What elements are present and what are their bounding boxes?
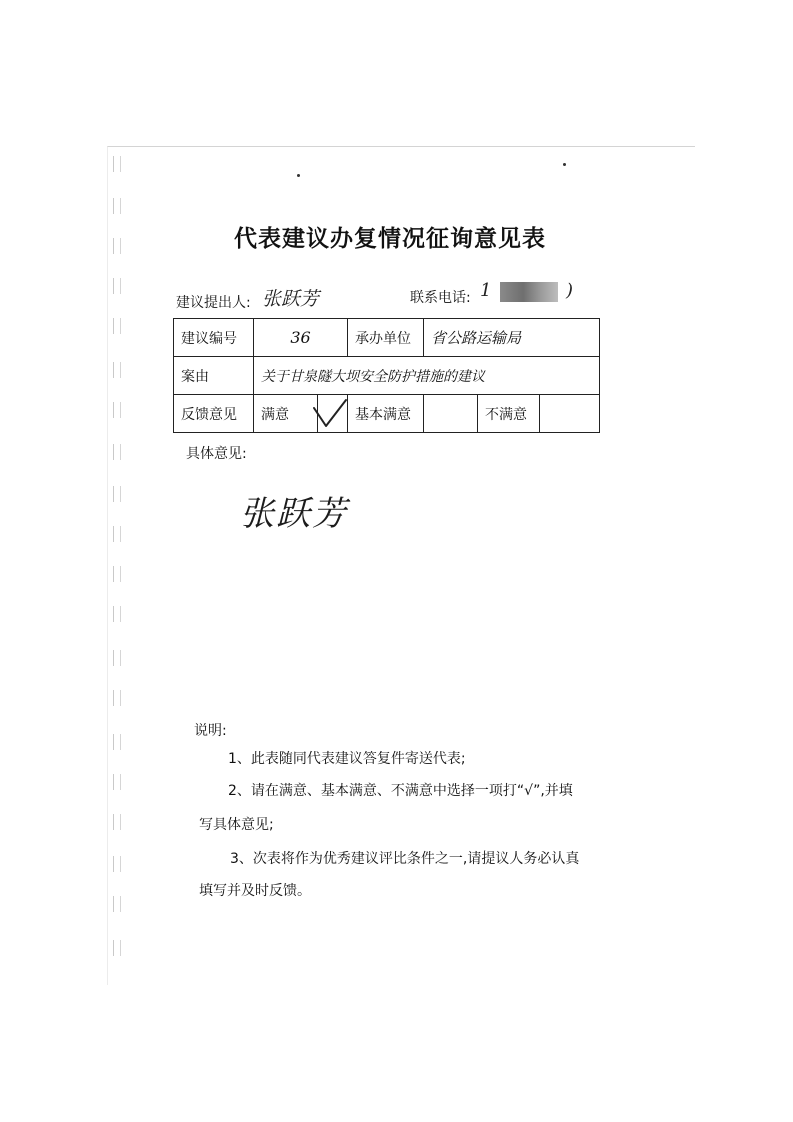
note-item-1: 1、此表随同代表建议答复件寄送代表;	[228, 751, 466, 767]
binding-edge-marks	[113, 150, 127, 980]
case-value: 关于甘泉隧大坝安全防护措施的建议	[254, 357, 600, 395]
redacted-phone-number	[500, 282, 558, 302]
satisfied-label: 满意	[254, 395, 318, 433]
basic-satisfied-label: 基本满意	[348, 395, 424, 433]
case-label: 案由	[174, 357, 254, 395]
unsatisfied-label: 不满意	[478, 395, 540, 433]
form-row-feedback	[174, 395, 600, 433]
form-row-number	[174, 319, 600, 357]
note-item-2a: 2、请在满意、基本满意、不满意中选择一项打“√”,并填	[228, 783, 573, 799]
phone-suffix: )	[566, 280, 574, 301]
proposer-name: 张跃芳	[262, 288, 320, 310]
unit-value: 省公路运输局	[424, 319, 600, 357]
proposer-label: 建议提出人:	[176, 295, 251, 311]
phone-label: 联系电话:	[410, 290, 471, 306]
basic-satisfied-checkbox-cell[interactable]	[424, 395, 478, 433]
number-label: 建议编号	[174, 319, 254, 357]
number-value: 36	[254, 319, 348, 357]
feedback-label: 反馈意见	[174, 395, 254, 433]
signature-text: 张跃芳	[240, 494, 348, 534]
scan-dot	[297, 174, 300, 177]
note-item-2b: 写具体意见;	[199, 817, 274, 833]
unsatisfied-checkbox-cell[interactable]	[540, 395, 600, 433]
form-row-case	[174, 357, 600, 395]
document-title: 代表建议办复情况征询意见表	[234, 226, 546, 252]
note-item-3a: 3、次表将作为优秀建议评比条件之一,请提议人务必认真	[230, 851, 580, 867]
opinion-label: 具体意见:	[186, 446, 247, 462]
phone-prefix: 1	[480, 280, 492, 301]
feedback-form-table	[173, 318, 600, 433]
notes-heading: 说明:	[194, 723, 227, 739]
unit-label: 承办单位	[348, 319, 424, 357]
satisfied-check-mark-icon	[310, 398, 350, 430]
note-item-3b: 填写并及时反馈。	[199, 883, 311, 899]
scan-dot	[563, 163, 566, 166]
